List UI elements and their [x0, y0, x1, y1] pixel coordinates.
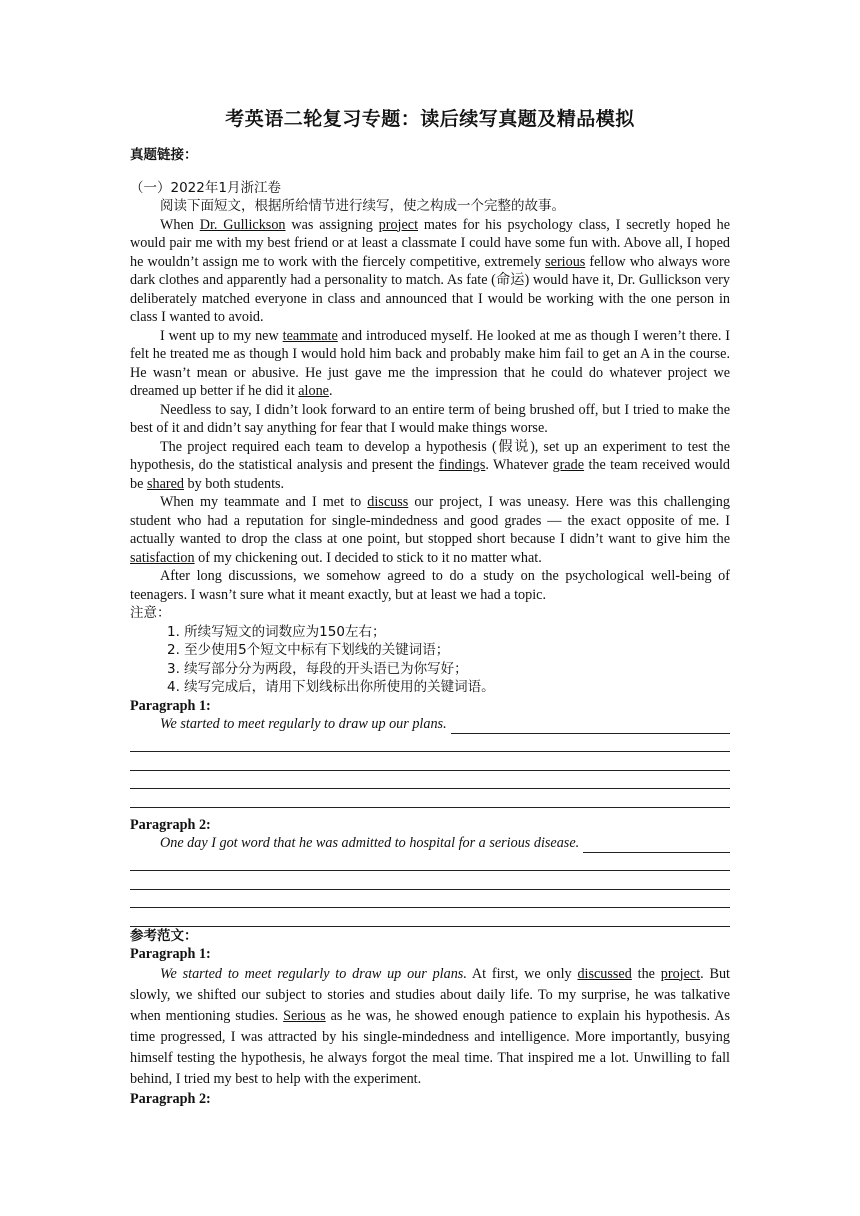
- keyword: satisfaction: [130, 549, 195, 566]
- keyword: discussed: [577, 965, 632, 982]
- note-item: 3. 续写部分分为两段，每段的开头语已为你写好；: [167, 660, 468, 677]
- paragraph-1-opening: We started to meet regularly to draw up our plans.: [160, 716, 447, 732]
- note-item: 1. 所续写短文的词数应为150左右；: [167, 623, 386, 640]
- keyword: grade: [552, 457, 585, 473]
- writing-line[interactable]: [130, 890, 730, 909]
- sample-paragraph-1-label: Paragraph 1:: [130, 946, 211, 962]
- paragraph-2-start-line[interactable]: [130, 834, 730, 853]
- keyword: Serious: [283, 1007, 326, 1024]
- writing-line[interactable]: [130, 789, 730, 808]
- writing-line[interactable]: [130, 871, 730, 890]
- keyword: teammate: [282, 327, 338, 344]
- writing-line[interactable]: [130, 908, 730, 927]
- link-heading: 真题链接：: [130, 147, 198, 163]
- story-paragraph-2: I went up to my new teammate and introduced myself. He looked at me as though I weren’t there. I felt he treated me as though I would hold him back and probably make him fail to get an A in the course. He wasn’t mean or abusive. He just gave me the impression that he could do whatever project we dreamed up better if he did it alone.: [130, 327, 730, 399]
- sample-paragraph-2-label: Paragraph 2:: [130, 1090, 211, 1107]
- paragraph-2-label: Paragraph 2:: [130, 816, 211, 833]
- sample-paragraph-1: We started to meet regularly to draw up our plans. At first, we only discussed the project. But slowly, we shifted our subject to stories and studies about daily life. To my surprise, he was talkative when mentioning studies. Serious as he was, he showed enough patience to explain his hypothesis. As time progressed, I was attracted by his single-mindedness and intelligence. More importantly, busying himself testing the hypothesis, he always forgot the meal time. That inspired me a lot. Unwilling to fall behind, I tried my best to help with the experiment.: [130, 965, 730, 1087]
- writing-line[interactable]: [130, 752, 730, 771]
- writing-line[interactable]: [130, 734, 730, 753]
- story-paragraph-6: After long discussions, we somehow agreed to do a study on the psychological well-being of teenagers. I wasn’t sure what it meant exactly, but at least we had a topic.: [130, 568, 730, 603]
- story-paragraph-5: When my teammate and I met to discuss our project, I was uneasy. Here was this challenging student who had a reputation for single-mindedness and good grades — the exact opposite of me. I actually wanted to drop the class at one point, but stopped short because I didn’t want to give him the satisfaction of my chickening out. I decided to stick to it no matter what.: [130, 494, 730, 566]
- instruction: 阅读下面短文，根据所给情节进行续写，使之构成一个完整的故事。: [160, 198, 565, 214]
- page-title: 考英语二轮复习专题：读后续写真题及精品模拟: [225, 108, 635, 130]
- keyword: shared: [146, 475, 184, 492]
- document-body: [130, 146, 730, 1108]
- note-item: 4. 续写完成后，请用下划线标出你所使用的关键词语。: [167, 679, 495, 695]
- writing-line[interactable]: [130, 771, 730, 790]
- keyword: project: [660, 965, 701, 982]
- keyword: discuss: [367, 494, 409, 510]
- note-item: 2. 至少使用5个短文中标有下划线的关键词语；: [167, 642, 450, 658]
- story-paragraph-3: Needless to say, I didn’t look forward to an entire term of being brushed off, but I tried to make the best of it and didn’t say anything for fear that I would make things worse.: [130, 401, 730, 436]
- story-paragraph-4: The project required each team to develop a hypothesis (假说), set up an experiment to test the hypothesis, do the statistical analysis and present the findings. Whatever grade the team received would be shared by both students.: [130, 438, 730, 492]
- keyword: serious: [545, 253, 586, 270]
- keyword: findings: [438, 457, 486, 473]
- exam-source: （一）2022年1月浙江卷: [130, 179, 281, 196]
- paragraph-1-start-line[interactable]: [130, 715, 730, 734]
- writing-line[interactable]: [451, 719, 730, 734]
- paragraph-1-label: Paragraph 1:: [130, 697, 211, 714]
- writing-line[interactable]: [583, 838, 730, 853]
- paragraph-2-opening: One day I got word that he was admitted to hospital for a serious disease.: [160, 835, 580, 851]
- keyword: Dr. Gullickson: [199, 216, 286, 233]
- writing-line[interactable]: [130, 853, 730, 872]
- notes-heading: 注意：: [130, 605, 171, 621]
- sample-heading: 参考范文：: [130, 927, 198, 944]
- keyword: alone: [298, 383, 329, 399]
- story-paragraph-1: When Dr. Gullickson was assigning project mates for his psychology class, I secretly hoped he would pair me with my best friend or at least a classmate I could have some fun with. Above all, I hoped he wouldn’t assign me to work with the fiercely competitive, extremely serious fellow who always wore dark clothes and apparently had a personality to match. As fate (命运) would have it, Dr. Gullickson very deliberately matched everyone in class and announced that I would be working with the one person in class I wanted to avoid.: [130, 216, 730, 325]
- keyword: project: [378, 216, 419, 233]
